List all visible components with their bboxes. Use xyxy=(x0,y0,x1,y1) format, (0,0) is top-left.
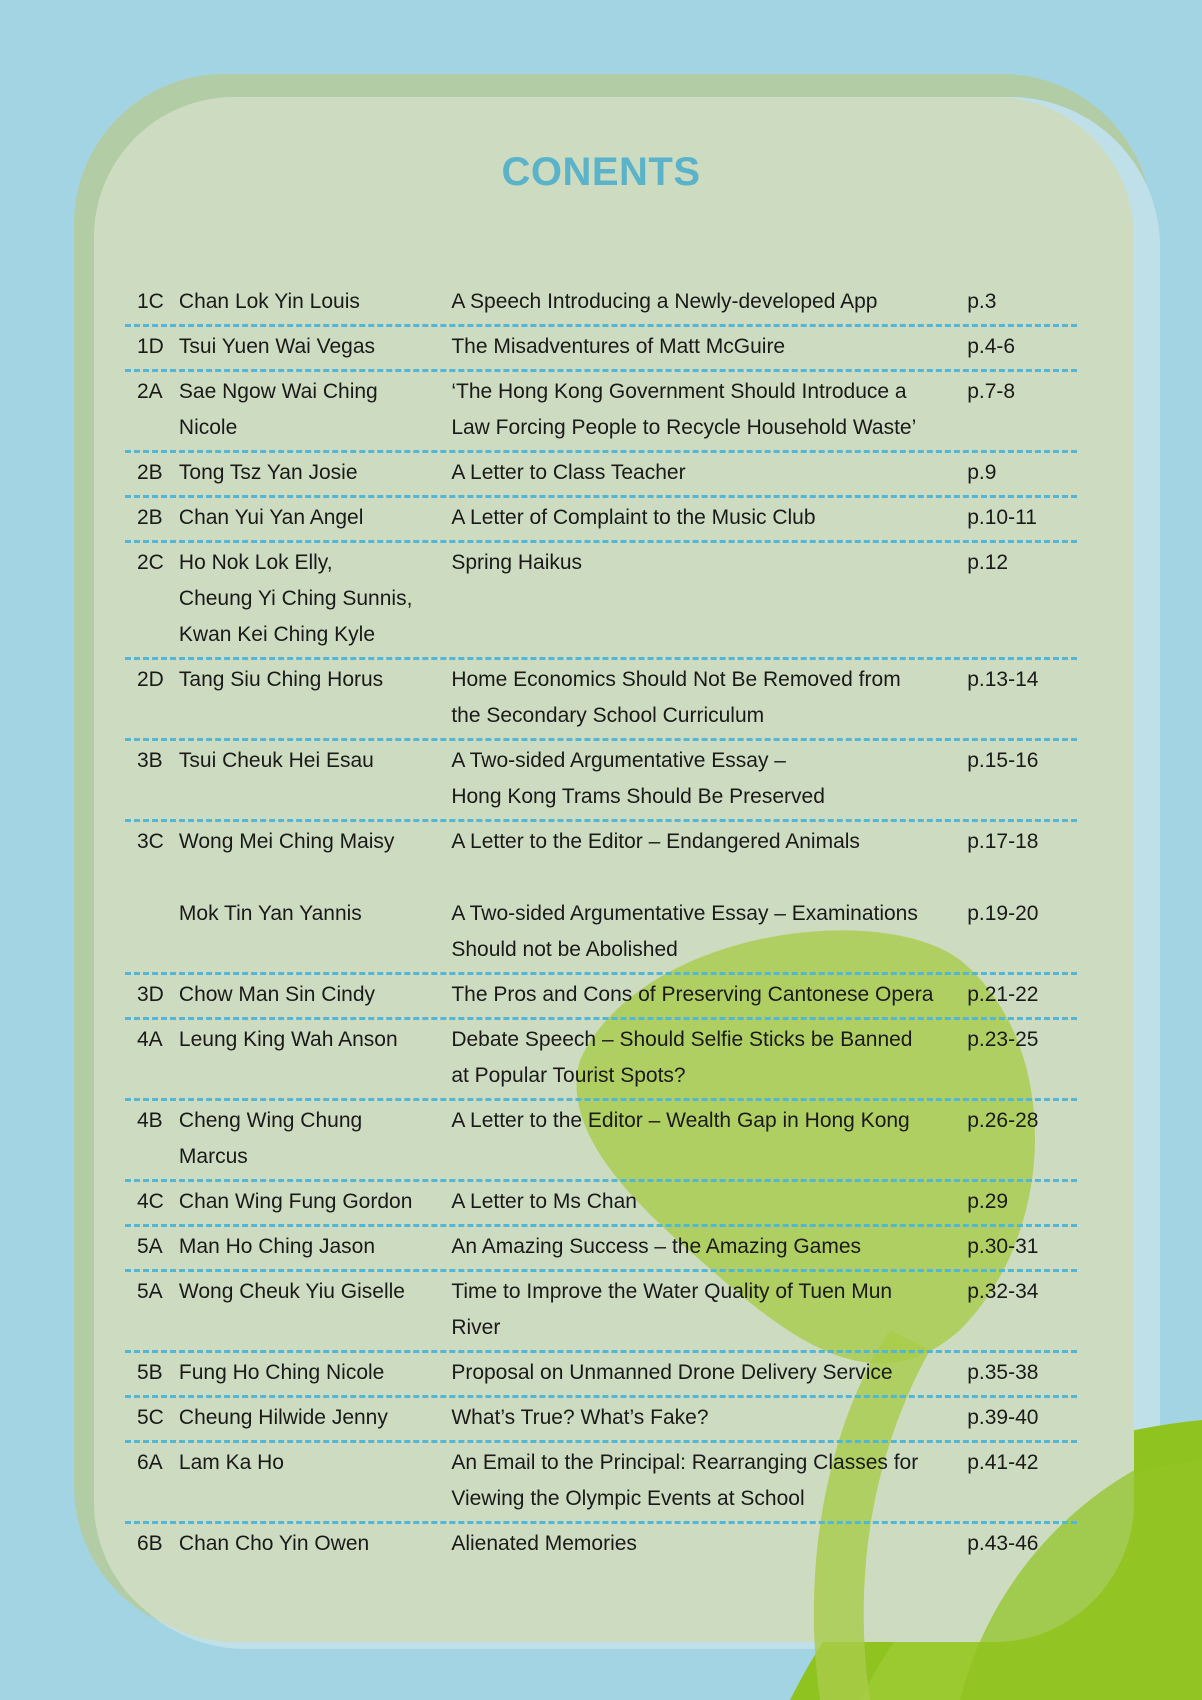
toc-class xyxy=(125,1526,179,1562)
toc-class xyxy=(125,824,179,968)
toc-author xyxy=(179,1022,451,1094)
toc-title-line: An Email to the Principal: Rearranging Classes for xyxy=(451,1451,919,1474)
toc-author-line: Man Ho Ching Jason xyxy=(178,1235,376,1258)
toc-title-line: A Two-sided Argumentative Essay – xyxy=(451,749,786,772)
toc-title-line: A Speech Introducing a Newly-developed App xyxy=(451,290,878,313)
toc-class xyxy=(125,1103,179,1175)
toc-row[interactable] xyxy=(125,1020,1077,1101)
toc-page xyxy=(965,662,1077,734)
page-title: CONENTS xyxy=(501,150,701,194)
toc-title xyxy=(451,1445,965,1517)
toc-row[interactable] xyxy=(125,975,1077,1020)
toc-title-line: Should not be Abolished xyxy=(451,938,678,961)
toc-page xyxy=(965,1022,1077,1094)
toc-page xyxy=(965,1103,1077,1175)
toc-class-label: 2A xyxy=(137,380,163,403)
toc-title-line: A Letter to Class Teacher xyxy=(451,461,686,484)
toc-author xyxy=(179,1274,451,1346)
toc-author-line: Kwan Kei Ching Kyle xyxy=(178,623,376,646)
toc-author xyxy=(179,1526,451,1562)
toc-page-label: p.41-42 xyxy=(967,1451,1039,1474)
toc-page-label: p.4-6 xyxy=(967,335,1016,358)
toc-title-line: Time to Improve the Water Quality of Tuen Mun xyxy=(451,1280,893,1303)
toc-class-label: 1C xyxy=(137,290,164,313)
toc-class xyxy=(125,500,179,536)
toc-row[interactable] xyxy=(125,1524,1077,1566)
toc-title xyxy=(451,824,965,968)
toc-title xyxy=(451,374,965,446)
toc-class-label: 2B xyxy=(137,461,163,484)
toc-page-label: p.9 xyxy=(967,461,997,484)
toc-author-line: Leung King Wah Anson xyxy=(178,1028,398,1051)
toc-page xyxy=(965,1445,1077,1517)
toc-author-line: Chan Lok Yin Louis xyxy=(178,290,360,313)
toc-page xyxy=(965,1184,1077,1220)
toc-page xyxy=(965,824,1077,968)
toc-page-label: p.15-16 xyxy=(967,749,1039,772)
toc-author xyxy=(179,284,451,320)
toc-author-line: Nicole xyxy=(178,416,238,439)
toc-title-line: at Popular Tourist Spots? xyxy=(451,1064,686,1087)
toc-author-line: Chan Wing Fung Gordon xyxy=(178,1190,413,1213)
toc-page xyxy=(965,545,1077,653)
toc-author xyxy=(179,977,451,1013)
toc-class-label: 5A xyxy=(137,1235,163,1258)
toc-row[interactable] xyxy=(125,1182,1077,1227)
contents-table xyxy=(125,282,1077,1566)
toc-row[interactable] xyxy=(125,741,1077,822)
toc-title xyxy=(451,1103,965,1175)
toc-author-line: Sae Ngow Wai Ching xyxy=(178,380,378,403)
toc-page xyxy=(965,284,1077,320)
toc-page xyxy=(965,374,1077,446)
toc-page-label: p.12 xyxy=(967,551,1009,574)
toc-row[interactable] xyxy=(125,822,1077,975)
toc-author xyxy=(179,500,451,536)
toc-class xyxy=(125,1400,179,1436)
toc-row[interactable] xyxy=(125,1443,1077,1524)
toc-title-line: What’s True? What’s Fake? xyxy=(451,1406,709,1429)
toc-author-line: Tsui Cheuk Hei Esau xyxy=(178,749,374,772)
toc-page-label: p.26-28 xyxy=(967,1109,1039,1132)
toc-class-label: 2D xyxy=(137,668,164,691)
toc-author xyxy=(179,1445,451,1517)
toc-title xyxy=(451,455,965,491)
toc-page-label: p.17-18 xyxy=(967,830,1039,853)
toc-title xyxy=(451,1184,965,1220)
toc-row[interactable] xyxy=(125,327,1077,372)
toc-class xyxy=(125,284,179,320)
toc-title xyxy=(451,977,965,1013)
toc-page-label: p.35-38 xyxy=(967,1361,1039,1384)
toc-title xyxy=(451,1022,965,1094)
toc-class xyxy=(125,1355,179,1391)
toc-page xyxy=(965,455,1077,491)
toc-class xyxy=(125,1229,179,1265)
toc-author-line: Cheung Hilwide Jenny xyxy=(178,1406,388,1429)
toc-author xyxy=(179,743,451,815)
toc-page xyxy=(965,329,1077,365)
toc-author-line: Fung Ho Ching Nicole xyxy=(178,1361,385,1384)
toc-author xyxy=(179,824,451,968)
toc-row[interactable] xyxy=(125,1101,1077,1182)
toc-title-line: A Letter of Complaint to the Music Club xyxy=(451,506,816,529)
toc-title-line: Hong Kong Trams Should Be Preserved xyxy=(451,785,825,808)
toc-row[interactable] xyxy=(125,543,1077,660)
toc-class xyxy=(125,455,179,491)
toc-class-label: 3D xyxy=(137,983,164,1006)
toc-class-label: 4B xyxy=(137,1109,163,1132)
toc-row[interactable] xyxy=(125,1353,1077,1398)
toc-author-line: Chow Man Sin Cindy xyxy=(178,983,375,1006)
toc-title-line: Viewing the Olympic Events at School xyxy=(451,1487,805,1510)
toc-class-label: 5C xyxy=(137,1406,164,1429)
toc-class-label: 6A xyxy=(137,1451,163,1474)
toc-title xyxy=(451,1229,965,1265)
toc-title xyxy=(451,662,965,734)
toc-class xyxy=(125,1274,179,1346)
toc-title-line: the Secondary School Curriculum xyxy=(451,704,765,727)
toc-class-label: 4C xyxy=(137,1190,164,1213)
toc-class xyxy=(125,329,179,365)
toc-row[interactable] xyxy=(125,1227,1077,1272)
toc-row[interactable] xyxy=(125,372,1077,453)
toc-title-line: Alienated Memories xyxy=(451,1532,637,1555)
toc-title-line: A Letter to Ms Chan xyxy=(451,1190,637,1213)
toc-page-label: p.21-22 xyxy=(967,983,1039,1006)
toc-page xyxy=(965,1274,1077,1346)
toc-page-label: p.32-34 xyxy=(967,1280,1039,1303)
toc-page xyxy=(965,1526,1077,1562)
toc-title-line: The Pros and Cons of Preserving Cantonese Opera xyxy=(451,983,934,1006)
toc-author-line: Cheung Yi Ching Sunnis, xyxy=(178,587,413,610)
toc-row[interactable] xyxy=(125,1398,1077,1443)
toc-title xyxy=(451,284,965,320)
toc-page xyxy=(965,1400,1077,1436)
toc-title xyxy=(451,1400,965,1436)
toc-page-label: p.7-8 xyxy=(967,380,1016,403)
toc-row[interactable] xyxy=(125,453,1077,498)
toc-class-label: 5A xyxy=(137,1280,163,1303)
toc-author xyxy=(179,1184,451,1220)
toc-author xyxy=(179,662,451,734)
toc-page xyxy=(965,500,1077,536)
toc-row[interactable] xyxy=(125,1272,1077,1353)
toc-class xyxy=(125,545,179,653)
toc-author-line: Ho Nok Lok Elly, xyxy=(178,551,333,574)
toc-class-label: 5B xyxy=(137,1361,163,1384)
toc-title-line: Debate Speech – Should Selfie Sticks be Banned xyxy=(451,1028,913,1051)
toc-title-line: River xyxy=(451,1316,501,1339)
toc-class xyxy=(125,1445,179,1517)
toc-title xyxy=(451,1526,965,1562)
toc-page-label: p.23-25 xyxy=(967,1028,1039,1051)
toc-title-line: Spring Haikus xyxy=(451,551,583,574)
toc-page-label: p.29 xyxy=(967,1190,1009,1213)
toc-author xyxy=(179,545,451,653)
toc-author-line: Wong Cheuk Yiu Giselle xyxy=(178,1280,405,1303)
toc-author-line: Chan Yui Yan Angel xyxy=(178,506,364,529)
toc-author xyxy=(179,329,451,365)
toc-author-line: Chan Cho Yin Owen xyxy=(178,1532,370,1555)
toc-title xyxy=(451,1355,965,1391)
toc-page xyxy=(965,1355,1077,1391)
toc-page xyxy=(965,743,1077,815)
toc-title-line: ‘The Hong Kong Government Should Introduce a xyxy=(451,380,907,403)
toc-row[interactable] xyxy=(125,660,1077,741)
toc-author xyxy=(179,455,451,491)
toc-author-line: Tong Tsz Yan Josie xyxy=(178,461,358,484)
toc-class-label: 2B xyxy=(137,506,163,529)
toc-page-label: p.3 xyxy=(967,290,997,313)
toc-class xyxy=(125,977,179,1013)
toc-page xyxy=(965,1229,1077,1265)
toc-class xyxy=(125,374,179,446)
toc-author-line: Tsui Yuen Wai Vegas xyxy=(178,335,376,358)
toc-class-label: 1D xyxy=(137,335,164,358)
toc-title xyxy=(451,1274,965,1346)
toc-author-line: Marcus xyxy=(178,1145,248,1168)
toc-author xyxy=(179,1355,451,1391)
toc-author-line: Cheng Wing Chung xyxy=(178,1109,363,1132)
toc-class-label: 4A xyxy=(137,1028,163,1051)
toc-row[interactable] xyxy=(125,282,1077,327)
toc-author-line: Mok Tin Yan Yannis xyxy=(178,902,362,925)
toc-row[interactable] xyxy=(125,498,1077,543)
toc-page-label: p.43-46 xyxy=(967,1532,1039,1555)
toc-class xyxy=(125,1022,179,1094)
toc-title-line: A Two-sided Argumentative Essay – Examinations xyxy=(451,902,918,925)
toc-page xyxy=(965,977,1077,1013)
toc-author xyxy=(179,1103,451,1175)
toc-title-line: Home Economics Should Not Be Removed from xyxy=(451,668,901,691)
toc-title-line: Proposal on Unmanned Drone Delivery Service xyxy=(451,1361,893,1384)
toc-title xyxy=(451,743,965,815)
toc-class-label: 2C xyxy=(137,551,164,574)
toc-page-label: p.19-20 xyxy=(967,902,1039,925)
toc-author xyxy=(179,374,451,446)
toc-title-line: A Letter to the Editor – Endangered Animals xyxy=(451,830,860,853)
toc-page-label: p.30-31 xyxy=(967,1235,1039,1258)
toc-page-label: p.39-40 xyxy=(967,1406,1039,1429)
toc-class-label: 3B xyxy=(137,749,163,772)
toc-page-label: p.13-14 xyxy=(967,668,1039,691)
toc-title xyxy=(451,545,965,653)
toc-title-line: A Letter to the Editor – Wealth Gap in Hong Kong xyxy=(451,1109,910,1132)
toc-author-line: Tang Siu Ching Horus xyxy=(178,668,384,691)
toc-class xyxy=(125,743,179,815)
toc-class xyxy=(125,1184,179,1220)
toc-author xyxy=(179,1400,451,1436)
toc-title-line: Law Forcing People to Recycle Household Waste’ xyxy=(451,416,917,439)
toc-class xyxy=(125,662,179,734)
toc-title xyxy=(451,329,965,365)
toc-title xyxy=(451,500,965,536)
toc-author xyxy=(179,1229,451,1265)
toc-author-line: Wong Mei Ching Maisy xyxy=(178,830,395,853)
toc-class-label: 6B xyxy=(137,1532,163,1555)
toc-title-line: The Misadventures of Matt McGuire xyxy=(451,335,786,358)
toc-author-line: Lam Ka Ho xyxy=(178,1451,284,1474)
toc-title-line: An Amazing Success – the Amazing Games xyxy=(451,1235,862,1258)
toc-page-label: p.10-11 xyxy=(967,506,1037,529)
toc-class-label: 3C xyxy=(137,830,164,853)
